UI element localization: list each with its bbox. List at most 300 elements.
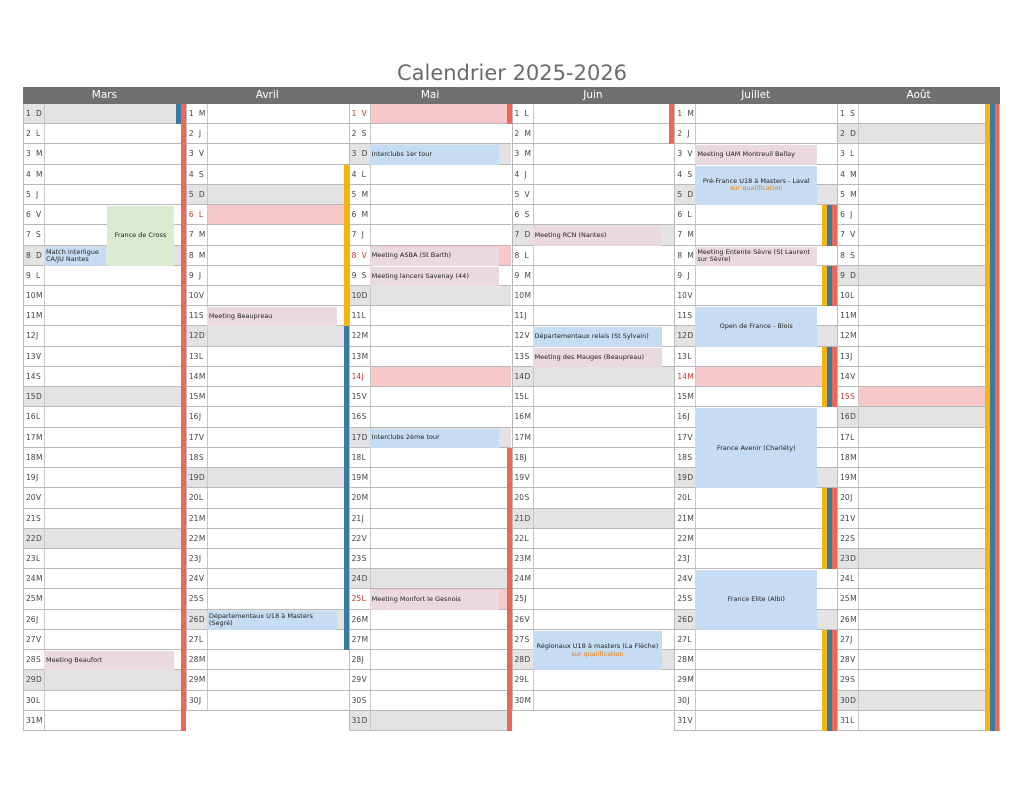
day-letter: J <box>361 513 364 523</box>
day-number: 17 <box>840 432 850 442</box>
day-number: 10 <box>351 291 362 301</box>
calendar-event[interactable] <box>370 590 500 609</box>
day-cell <box>23 549 186 569</box>
day-number: 1 <box>188 109 194 118</box>
day-number: 26 <box>26 614 36 624</box>
day-letter: V <box>198 291 204 301</box>
day-number: 29 <box>351 675 362 685</box>
day-cell <box>674 529 837 549</box>
event-title: France Elite (Albi) <box>727 595 785 604</box>
day-number: 2 <box>26 129 31 139</box>
day-number: 22 <box>26 533 36 543</box>
day-cell <box>23 428 186 448</box>
day-number: 29 <box>677 675 687 685</box>
day-cell <box>23 104 186 124</box>
day-separator <box>858 165 859 184</box>
day-separator <box>207 630 208 649</box>
day-cell <box>23 569 186 589</box>
day-letter: L <box>361 169 366 179</box>
day-number: 8 <box>26 250 31 260</box>
day-number: 24 <box>351 574 362 584</box>
calendar-event[interactable] <box>370 145 500 164</box>
calendar-event[interactable] <box>695 307 817 346</box>
day-letter: D <box>361 574 368 584</box>
day-number: 13 <box>514 351 525 361</box>
day-cell <box>186 326 349 346</box>
calendar-event[interactable] <box>370 429 500 448</box>
day-cell <box>837 144 1000 164</box>
day-number: 21 <box>26 513 36 523</box>
day-separator <box>44 347 45 366</box>
day-separator <box>370 691 371 710</box>
day-letter: D <box>687 614 694 624</box>
day-letter: L <box>524 109 529 118</box>
day-number: 25 <box>840 594 850 604</box>
day-cell <box>186 246 349 266</box>
day-separator <box>207 144 208 163</box>
day-letter: V <box>36 210 42 220</box>
day-cell <box>512 306 675 326</box>
calendar-event[interactable] <box>533 348 663 367</box>
day-cell <box>23 185 186 205</box>
day-letter: D <box>850 553 856 563</box>
day-cell <box>23 711 186 731</box>
day-number: 21 <box>351 513 362 523</box>
day-letter: D <box>361 432 368 442</box>
day-cell <box>674 205 837 225</box>
day-number: 15 <box>677 392 687 402</box>
day-number: 20 <box>351 493 362 503</box>
event-title: Open de France - Blois <box>719 322 793 331</box>
day-separator <box>858 488 859 507</box>
day-number: 17 <box>188 432 199 442</box>
day-letter: D <box>198 189 205 199</box>
day-cell <box>512 165 675 185</box>
day-cell <box>837 387 1000 407</box>
day-letter: S <box>524 634 530 644</box>
day-separator <box>533 549 534 568</box>
day-number: 26 <box>840 614 850 624</box>
day-letter: S <box>687 452 693 462</box>
day-separator <box>207 448 208 467</box>
day-separator <box>44 711 45 730</box>
day-cell <box>512 205 675 225</box>
day-number: 22 <box>514 533 525 543</box>
day-separator <box>695 630 696 649</box>
day-separator <box>695 691 696 710</box>
day-number: 4 <box>26 169 31 179</box>
day-number: 21 <box>677 513 687 523</box>
day-cell <box>349 326 512 346</box>
day-letter: D <box>850 695 856 705</box>
day-number: 24 <box>840 574 850 584</box>
day-letter: D <box>36 533 42 543</box>
day-letter: L <box>850 291 855 301</box>
day-letter: S <box>361 553 367 563</box>
day-letter: V <box>687 149 693 159</box>
day-separator <box>695 124 696 143</box>
day-number: 14 <box>840 371 850 381</box>
day-separator <box>370 347 371 366</box>
day-number: 5 <box>677 189 683 199</box>
day-number: 15 <box>188 392 199 402</box>
day-separator <box>695 387 696 406</box>
day-separator <box>858 387 859 406</box>
day-cell <box>23 610 186 630</box>
day-number: 3 <box>188 149 194 159</box>
day-number: 25 <box>188 594 199 604</box>
day-separator <box>858 144 859 163</box>
day-number: 27 <box>677 634 687 644</box>
day-letter: D <box>524 371 531 381</box>
day-separator <box>858 650 859 669</box>
day-separator <box>44 326 45 345</box>
period-bar-red <box>832 488 837 569</box>
calendar-event[interactable] <box>207 307 337 326</box>
day-separator <box>695 670 696 689</box>
day-cell <box>349 165 512 185</box>
day-cell <box>512 246 675 266</box>
calendar-event[interactable] <box>695 408 817 488</box>
day-letter: D <box>687 331 694 341</box>
day-cell <box>186 630 349 650</box>
day-letter: S <box>850 109 855 118</box>
day-number: 1 <box>26 109 31 118</box>
day-cell <box>837 610 1000 630</box>
day-letter: M <box>524 129 531 139</box>
calendar-event[interactable] <box>695 166 817 205</box>
calendar-grid <box>23 104 1000 731</box>
calendar-event[interactable] <box>533 631 663 670</box>
day-cell <box>512 367 675 387</box>
day-separator <box>44 124 45 143</box>
day-number: 20 <box>26 493 36 503</box>
day-separator <box>44 286 45 305</box>
day-separator <box>44 569 45 588</box>
day-separator <box>858 347 859 366</box>
day-separator <box>858 124 859 143</box>
calendar-event[interactable] <box>207 611 337 630</box>
period-bar-red <box>669 104 674 144</box>
day-letter: L <box>361 452 366 462</box>
day-cell <box>23 407 186 427</box>
day-letter: M <box>36 432 43 442</box>
day-number: 17 <box>677 432 687 442</box>
day-cell <box>186 549 349 569</box>
day-letter: L <box>850 715 855 725</box>
day-letter: J <box>850 351 853 361</box>
day-letter: S <box>524 351 530 361</box>
day-cell <box>349 407 512 427</box>
day-letter: L <box>850 574 855 584</box>
day-number: 19 <box>26 473 36 483</box>
calendar-event[interactable] <box>44 651 174 670</box>
day-letter: M <box>198 371 206 381</box>
day-separator <box>44 367 45 386</box>
day-separator <box>533 286 534 305</box>
day-cell <box>512 124 675 144</box>
event-title: France Avenir (Charléty) <box>716 443 796 452</box>
day-separator <box>44 225 45 244</box>
day-letter: J <box>524 311 527 321</box>
day-separator <box>533 165 534 184</box>
day-number: 15 <box>840 392 850 402</box>
day-separator <box>44 104 45 123</box>
day-separator <box>858 367 859 386</box>
day-letter: V <box>36 351 42 361</box>
day-number: 19 <box>351 473 362 483</box>
calendar-event[interactable] <box>695 145 817 164</box>
day-letter: S <box>524 493 530 503</box>
day-letter: L <box>36 695 41 705</box>
event-title: Meeting Monfort le Gesnois <box>371 595 461 604</box>
day-letter: J <box>850 493 853 503</box>
day-number: 12 <box>188 331 199 341</box>
day-number: 29 <box>840 675 850 685</box>
day-cell <box>512 286 675 306</box>
day-number: 29 <box>514 675 525 685</box>
event-title: Pré-France U18 à Masters - Laval <box>702 176 810 185</box>
day-cell <box>186 691 349 711</box>
day-letter: D <box>36 250 42 260</box>
day-separator <box>207 246 208 265</box>
day-number: 9 <box>840 270 845 280</box>
day-number: 8 <box>514 250 520 260</box>
day-separator <box>44 488 45 507</box>
day-cell <box>23 589 186 609</box>
day-separator <box>44 165 45 184</box>
day-separator <box>44 266 45 285</box>
day-cell <box>512 144 675 164</box>
day-letter: V <box>850 230 856 240</box>
day-separator <box>370 104 371 123</box>
event-subtitle: sur qualification <box>571 649 624 658</box>
day-cell <box>186 225 349 245</box>
day-cell <box>837 569 1000 589</box>
day-number: 10 <box>26 291 36 301</box>
day-letter: V <box>198 432 204 442</box>
day-letter: L <box>687 493 692 503</box>
day-cell <box>23 529 186 549</box>
holiday-fill <box>696 367 837 386</box>
day-number: 15 <box>351 392 362 402</box>
day-letter: L <box>36 412 41 422</box>
day-letter: V <box>687 432 693 442</box>
day-letter: D <box>524 513 531 523</box>
day-letter: J <box>687 553 690 563</box>
day-separator <box>207 286 208 305</box>
day-separator <box>207 488 208 507</box>
day-letter: M <box>198 109 206 118</box>
day-letter: M <box>524 553 531 563</box>
day-letter: M <box>36 311 43 321</box>
day-letter: V <box>36 493 42 503</box>
day-cell <box>837 509 1000 529</box>
event-title: Meeting Beaufort <box>46 655 103 664</box>
day-number: 24 <box>514 574 525 584</box>
day-separator <box>207 691 208 710</box>
day-cell <box>186 569 349 589</box>
day-letter: M <box>361 473 369 483</box>
day-separator <box>207 650 208 669</box>
day-number: 14 <box>677 371 687 381</box>
day-number: 29 <box>188 675 199 685</box>
day-letter: M <box>36 169 43 179</box>
day-number: 16 <box>351 412 362 422</box>
day-cell <box>186 448 349 468</box>
day-letter: J <box>198 553 202 563</box>
day-number: 19 <box>188 473 199 483</box>
day-separator <box>858 509 859 528</box>
day-cell <box>349 306 512 326</box>
day-cell <box>23 347 186 367</box>
day-number: 30 <box>351 695 362 705</box>
calendar-event[interactable] <box>695 247 817 266</box>
day-separator <box>858 428 859 447</box>
day-separator <box>44 387 45 406</box>
day-number: 1 <box>840 109 845 118</box>
day-cell <box>512 468 675 488</box>
day-separator <box>370 326 371 345</box>
day-cell <box>186 529 349 549</box>
day-cell <box>349 691 512 711</box>
calendar-event[interactable] <box>107 206 174 266</box>
day-letter: J <box>687 695 690 705</box>
month-header-4: Juillet <box>741 89 771 101</box>
day-separator <box>858 630 859 649</box>
month-header-5: Août <box>906 89 931 101</box>
day-letter: L <box>36 553 41 563</box>
day-separator <box>207 407 208 426</box>
day-separator <box>44 549 45 568</box>
period-bar-red <box>181 104 186 731</box>
day-letter: M <box>524 695 531 705</box>
day-number: 2 <box>514 129 520 139</box>
day-letter: V <box>850 513 856 523</box>
day-number: 27 <box>514 634 525 644</box>
day-cell <box>837 286 1000 306</box>
day-separator <box>207 428 208 447</box>
day-letter: D <box>36 675 42 685</box>
day-letter: M <box>198 675 206 685</box>
day-letter: M <box>524 412 531 422</box>
day-letter: S <box>687 311 693 321</box>
day-number: 6 <box>840 210 845 220</box>
day-letter: V <box>361 533 367 543</box>
day-letter: J <box>198 270 202 280</box>
day-number: 12 <box>26 331 36 341</box>
holiday-fill <box>208 205 349 224</box>
day-number: 30 <box>188 695 199 705</box>
day-cell <box>186 144 349 164</box>
calendar-event[interactable] <box>533 327 663 346</box>
day-cell <box>674 630 837 650</box>
day-number: 4 <box>514 169 520 179</box>
day-letter: V <box>361 675 367 685</box>
calendar-event[interactable] <box>695 570 817 630</box>
day-letter: S <box>850 533 855 543</box>
day-letter: J <box>198 695 202 705</box>
day-cell <box>512 549 675 569</box>
day-separator <box>370 468 371 487</box>
day-number: 18 <box>351 452 362 462</box>
day-cell <box>23 306 186 326</box>
day-number: 21 <box>514 513 525 523</box>
day-letter: S <box>850 392 855 402</box>
event-title: Interclubs 1er tour <box>371 150 433 159</box>
day-separator <box>207 266 208 285</box>
day-cell <box>837 205 1000 225</box>
day-letter: S <box>850 250 855 260</box>
day-letter: L <box>524 392 529 402</box>
calendar-title: Calendrier 2025-2026 <box>396 61 628 85</box>
day-cell <box>186 124 349 144</box>
day-number: 13 <box>677 351 687 361</box>
day-separator <box>858 691 859 710</box>
calendar-event[interactable] <box>370 267 500 286</box>
day-number: 23 <box>351 553 362 563</box>
day-letter: L <box>198 351 204 361</box>
day-letter: S <box>198 169 204 179</box>
day-cell <box>349 569 512 589</box>
calendar-event[interactable] <box>533 226 663 245</box>
day-letter: D <box>524 655 531 665</box>
day-cell <box>349 468 512 488</box>
day-cell <box>837 407 1000 427</box>
day-separator <box>370 286 371 305</box>
day-cell <box>349 509 512 529</box>
day-separator <box>695 488 696 507</box>
day-letter: J <box>361 371 364 381</box>
day-separator <box>858 448 859 467</box>
day-letter: M <box>36 715 43 725</box>
day-letter: J <box>850 210 853 220</box>
day-separator <box>858 711 859 730</box>
day-cell <box>349 549 512 569</box>
event-title: Meeting UAM Montreuil Bellay <box>697 150 795 159</box>
event-title: Meeting lancers Savenay (44) <box>371 271 469 280</box>
day-number: 8 <box>677 250 683 260</box>
day-number: 1 <box>514 109 520 118</box>
day-number: 10 <box>188 291 199 301</box>
day-cell <box>186 407 349 427</box>
day-letter: L <box>198 634 204 644</box>
day-number: 3 <box>26 149 31 159</box>
day-separator <box>370 711 371 730</box>
day-separator <box>533 509 534 528</box>
day-letter: M <box>850 169 857 179</box>
day-cell <box>674 266 837 286</box>
day-number: 28 <box>188 655 199 665</box>
day-cell <box>674 691 837 711</box>
day-separator <box>44 205 45 224</box>
day-number: 31 <box>351 715 362 725</box>
day-number: 3 <box>677 149 683 159</box>
day-cell <box>349 104 512 124</box>
calendar-event[interactable] <box>370 247 500 266</box>
day-number: 6 <box>677 210 683 220</box>
day-separator <box>695 711 696 730</box>
day-cell <box>23 124 186 144</box>
day-letter: S <box>687 169 693 179</box>
calendar-event[interactable] <box>44 247 106 266</box>
day-number: 30 <box>26 695 36 705</box>
day-number: 3 <box>351 149 357 159</box>
day-cell <box>837 266 1000 286</box>
day-number: 1 <box>351 109 357 118</box>
day-cell <box>186 286 349 306</box>
day-cell <box>837 488 1000 508</box>
